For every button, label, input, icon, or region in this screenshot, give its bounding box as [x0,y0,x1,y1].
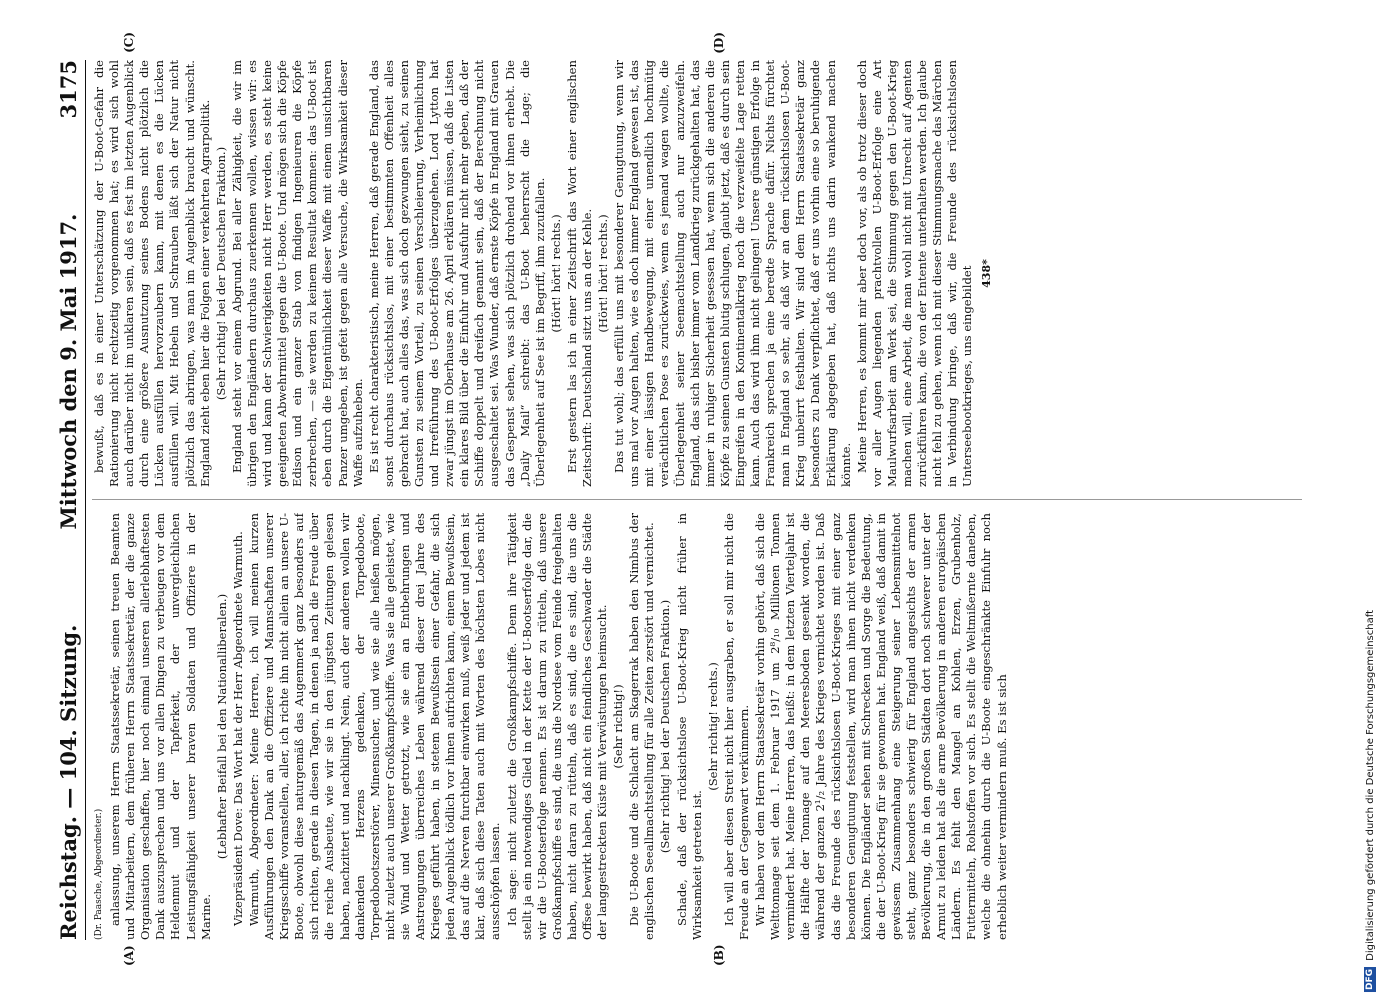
paragraph: England steht vor einem Abgrund. Bei aller Zähigkeit, die wir im übrigen den Engländern durchaus zuerkennen wollen, wissen wir: es wird und kann der Schwierigkeiten nicht Herr werden, es steht keine geeigneten Abwehrmittel gegen die U-Boote. Und mögen sich die Köpfe Edison und ein ganzer Stab von findigen Ingenieuren die Köpfe zerbrechen, — sie werden zu keinem Resultat kommen: das U-Boot ist eben durch die Eigentümlichkeit dieser Waffe mit einem unsichtbaren Panzer umgeben, ist gefeit gegen alle Versuche, die Wirksamkeit dieser Waffe aufzuheben. [229,60,365,487]
paragraph: (Sehr richtig! bei der Deutschen Fraktion.) [213,146,228,401]
paragraph: anlassung, unserem Herrn Staatssekretär, seinen treuen Beamten und Mitarbeitern, dem früheren Herrn Staatssekretär, der die ganze Organisation geschaffen, hier noch einmal unseren allerlebhaftesten Dank auszusprechen und uns vor allen Dingen zu verbeugen vor dem Heldenmut und der Tapferkeit, der unvergleichlichen Leistungsfähigkeit unserer braven Soldaten und Offiziere in der Marine. [107,513,213,940]
right-column [92,60,1302,487]
document-page [42,30,1342,970]
page-header [56,60,86,940]
paragraph: Meine Herren, es kommt mir aber doch vor, als ob trotz dieser doch vor aller Augen liegenden prachtvollen U-Boot-Erfolge eine Art Maulwurfsarbeit am Werk sei, die Stimmung gegen den U-Boot-Krieg machen will, eine Arbeit, die man wohl nicht mit Unrecht auf Agenten zurückführen kann, die von der Entente unterhalten werden. Ich glaube nicht fehl zu gehen, wenn ich mit dieser Stimmungsmache das Märchen in Verbindung bringe, daß wir, die Freunde des rücksichtslosen Unterseebootkrieges, uns eingebildet [854,60,974,487]
page-number: 3175 [55,60,81,119]
paragraph: (Sehr richtig! bei der Deutschen Fraktion.) [657,599,672,854]
header-left: Reichstag. — 104. Sitzung. [55,624,81,940]
paragraph: Es ist recht charakteristisch, meine Herren, daß gerade England, das sonst durchaus rücksichtslos, mit einer bestimmten Offenheit alles gebracht hat, auch alles das, was sich doch gezwungen sieht, zu seinen Gunsten zu seinem Vorteil, zu seinen Verschleierung, Verheimlichung und Irreführung des U-Boot-Erfolges überzugehen. Lord Lytton hat zwar jüngst im Oberhause am 26. April erklären müssen, daß die Listen ein klares Bild über die Einfuhr und Ausfuhr nicht mehr geben, daß der Schiffe doppelt und dreifach genannt sein, daß der Berechnung nicht ausgeschaltet sei. Was Wunder, daß ernste Köpfe in England mit Grauen das Gespenst sehen, was sich plötzlich drohend vor ihnen erhebt. Die „Daily Mail“ schreibt: das U-Boot beherrscht die Lage; die Überlegenheit auf See ist im Begriff, ihm zuzufallen. [366,60,547,487]
header-center: Mittwoch den 9. Mai 1917. [55,213,81,530]
paragraph: (Sehr richtig!) [610,684,625,769]
column-divider [92,499,1302,500]
paragraph: Schade, daß der rücksichtslose U-Boot-Krieg nicht früher in Wirksamkeit getreten ist. [674,513,704,940]
dfg-logo: DFG [1365,968,1375,990]
paragraph: Wir haben vor dem Herrn Staatssekretär vorhin gehört, daß sich die Welttonnage seit dem 1. Februar 1917 um 2⁸/₁₀ Millionen Tonnen vermindert hat. Meine Herren, das heißt: in dem letzten Vierteljahr ist die Hälfte der Tonnage auf den Meeresboden gesenkt worden, die während der ganzen 2¹/₂ Jahre des Krieges vernichtet worden ist. Daß das die Freunde des rücksichtslosen U-Boot-Krieges mit einer ganz besonderen Genugtuung feststellen, wird man ihnen nicht verdenken können. Die Engländer sehen mit Schrecken und Sorge die Bedeutung, die der U-Boot-Krieg für sie gewonnen hat. England weiß, daß damit in gewissem Zusammenhang eine Steigerung seiner Lebensmittelnot steht, ganz besonders schwierig für England angesichts der armen Bevölkerung, die in den großen Städten dort noch schwerer unter der Armut zu leiden hat als die arme Bevölkerung in anderen europäischen Ländern. Es fehlt den Mangel an Kohlen, Erzen, Grubenholz, Futtermitteln, Rohstoffen vor sich. Es stellt die Weltmißernte daneben, welche die ohnehin durch die U-Boote eingeschränkte Einfuhr noch erheblich weiter vermindern muß. Es ist sich [752,513,1009,940]
paragraph: Erst gestern las ich in einer Zeitschrift das Wort einer englischen Zeitschrift: Deutschland sitzt uns an der Kehle. [564,60,594,487]
margin-marker-b: (B) [711,944,726,966]
left-column [92,513,1302,940]
margin-marker-d: (D) [711,32,726,54]
paragraph: (Hört! hört! rechts.) [595,214,610,333]
paragraph: Ich will aber diesen Streit nicht hier ausgraben, er soll mir nicht die Freude an der Gegenwart verkümmern. [721,513,751,940]
paragraph: Die U-Boote und die Schlacht am Skagerrak haben den Nimbus der englischen Seeallmachtstellung für alle Zeiten zerstört und vernichtet. [626,513,656,940]
paragraph: (Lebhafter Beifall bei den Nationalliberalen.) [214,593,229,860]
paragraph: (Sehr richtig! rechts.) [705,662,720,791]
page-note: 438* [979,259,993,288]
dfg-sidebar [1361,8,1379,992]
paragraph: (Hört! hört! rechts.) [548,214,563,333]
text-columns [91,32,1302,966]
paragraph: bewußt, daß es in einer Unterschätzung der U-Boot-Gefahr die Rationierung nicht rechtzeitig vorgenommen hat; es wird sich wohl auch darüber nicht im unklaren sein, daß es fest im letzten Augenblick durch eine größere Ausnutzung seines Bodens nicht plötzlich die Lücken ausfüllen hervorzaubern kann, mit denen es die Lücken ausfüllen will. Mit Hebeln und Schrauben läßt sich der Natur nicht plötzlich das abringen, was man im Augenblick braucht und wünscht. England zieht eben hier die Folgen einer verkehrten Agrarpolitik. [91,60,212,487]
paragraph: Warmuth, Abgeordneter: Meine Herren, ich will meinen kurzen Ausführungen den Dank an die Offiziere und Mannschaften unserer Kriegsschiffe voranstellen, aller, ich richte ihn nicht allein an unsere U-Boote, obwohl diese naturgemäß das Augenmerk ganz besonders auf sich richten, gerade in diesen Tagen, in denen ja nach die Freude über die reiche Ausbeute, wie wir sie in den jüngsten Zeitungen gelesen haben, nachzittert und nachklingt. Nein, auch der anderen wollen wir dankenden Herzens gedenken, der Torpedoboote, Torpedobootszerstörer, Minensucher, und wie sie alle heißen mögen, nicht zuletzt auch unserer Großkampfschiffe. Was sie alle geleistet, wie sie Wind und Wetter getrotzt, wie sie ein an Entbehrungen und Anstrengungen überreiches Leben während dieser drei Jahre des Krieges geführt haben, in stetem Bewußtsein einer Gefahr, die sich jeden Augenblick tödlich vor ihnen aufrichten kann, einem Bewußtsein, das auf die Nerven furchtbar einwirken muß, weiß jeder und jedem ist klar, daß sich diese Taten auch mit Worten des höchsten Lobes nicht ausschöpfen lassen. [246,513,502,940]
margin-marker-a: (A) [121,945,136,966]
paragraph: Vizepräsident Dove: Das Wort hat der Herr Abgeordnete Warmuth. [230,531,245,926]
paragraph: Ich sage: nicht zuletzt die Großkampfschiffe. Denn ihre Tätigkeit stellt ja ein notwendiges Glied in der Kette der U-Bootserfolge dar, die wir die U-Bootserfolge nennen. Es ist darum zu rütteln, daß unsere Großkampfschiffe es sind, die uns die Nordsee vom Feinde freigehalten haben, nicht daran zu rütteln, daß es sind, die es sind, die uns die Offsee bewirkt haben, daß nicht ein feindliches Geschwader die Städte der langgestreckten Küste mit Verwüstungen heimsucht. [504,513,609,940]
funding-note: Digitalisierung gefördert durch die Deutsche Forschungsgemeinschaft [1364,610,1376,961]
paragraph: Das tut wohl; das erfüllt uns mit besonderer Genugtuung, wenn wir uns mal vor Augen halten, wie es doch immer England gewesen ist, das mit einer lässigen Handbewegung, mit einer unendlich hochmütig verächtlichen Pose es zurückwies, wenn es jemand wagen wollte, die Überlegenheit seiner Seemachtstellung auch nur anzuzweifeln. England, das sich bisher immer vom Landkrieg zurückgehalten hat, das immer in ruhiger Sicherheit gesessen hat, wenn sich die anderen die Köpfe zu seinen Gunsten blutig schlugen, glaubt jetzt, daß es durch sein Eingreifen in den Kontinentalkrieg noch die verzweifelte Lage retten kann. Auch das wird ihm nicht gelingen! Unsere günstigen Erfolge in Frankreich sprechen ja eine beredte Sprache dafür. Nichts fürchtet man in England so sehr, als daß wir an dem rücksichtslosen U-Boot-Krieg unbeirrt festhalten. Wir sind dem Herrn Staatssekretär ganz besonders zu Dank verpflichtet, daß er uns vorhin eine so beruhigende Erklärung abgegeben hat, daß nichts uns darin wankend machen könnte. [611,60,853,487]
speaker-note: (Dr. Paasche, Abgeordneter.) [93,808,104,940]
margin-marker-c: (C) [121,32,136,53]
